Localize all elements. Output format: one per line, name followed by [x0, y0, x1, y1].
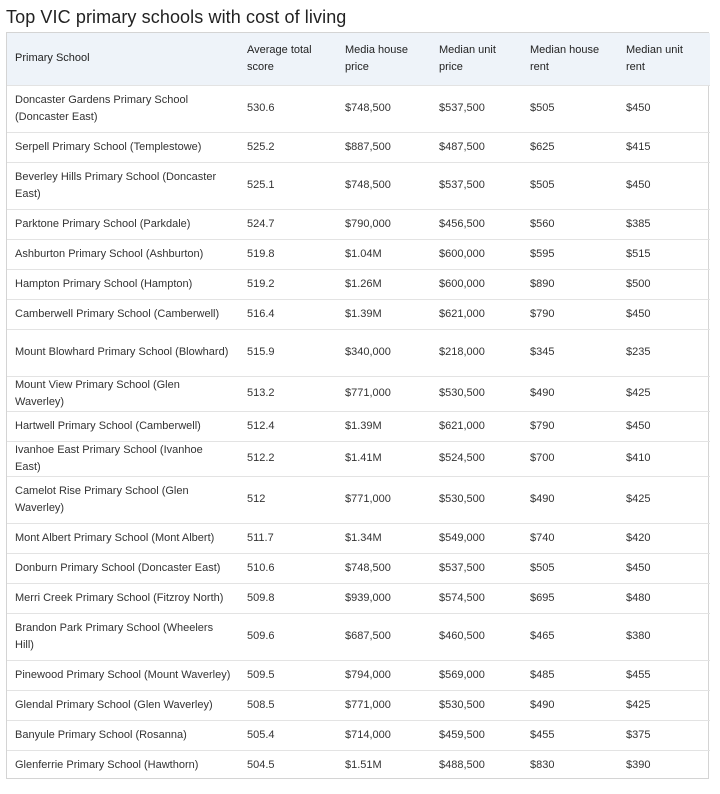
unit-rent-cell: $375 [626, 728, 651, 741]
school-name-cell: Ashburton Primary School (Ashburton) [15, 247, 204, 260]
school-name-cell: Parktone Primary School (Parkdale) [15, 217, 191, 230]
table-row [7, 750, 710, 780]
school-name-cell: Mount Blowhard Primary School (Blowhard) [15, 346, 229, 358]
school-name-cell: Glendal Primary School (Glen Waverley) [15, 698, 213, 711]
average-score-cell: 513.2 [247, 387, 275, 399]
table-row [7, 299, 710, 329]
unit-price-cell: $530,500 [439, 493, 485, 505]
house-rent-cell: $830 [530, 758, 555, 771]
house-price-cell: $340,000 [345, 346, 391, 358]
unit-rent-cell: $500 [626, 277, 651, 290]
school-name-cell: Doncaster Gardens Primary School (Doncaster East) [15, 93, 189, 123]
house-price-cell: $714,000 [345, 728, 391, 741]
school-name-cell: Donburn Primary School (Doncaster East) [15, 561, 221, 574]
unit-price-cell: $621,000 [439, 307, 485, 320]
average-score-cell: 515.9 [247, 346, 275, 358]
unit-rent-cell: $450 [626, 419, 651, 432]
header-media-house-price: Media house price [345, 43, 408, 73]
average-score-cell: 512.4 [247, 419, 275, 432]
unit-rent-cell: $385 [626, 217, 651, 230]
house-price-cell: $1.34M [345, 531, 382, 544]
table-row [7, 441, 710, 476]
unit-price-cell: $218,000 [439, 346, 485, 358]
average-score-cell: 509.5 [247, 668, 275, 681]
house-price-cell: $748,500 [345, 179, 391, 191]
unit-rent-cell: $455 [626, 668, 651, 681]
school-name-cell: Beverley Hills Primary School (Doncaster East) [15, 170, 217, 200]
house-rent-cell: $595 [530, 247, 555, 260]
average-score-cell: 510.6 [247, 561, 275, 574]
unit-price-cell: $456,500 [439, 217, 485, 230]
school-name-cell: Hartwell Primary School (Camberwell) [15, 419, 201, 432]
house-rent-cell: $465 [530, 630, 555, 642]
house-price-cell: $1.04M [345, 247, 382, 260]
average-score-cell: 508.5 [247, 698, 275, 711]
schools-table [7, 33, 710, 780]
table-row [7, 583, 710, 613]
unit-rent-cell: $480 [626, 591, 651, 604]
school-name-cell: Mount View Primary School (Glen Waverley) [15, 378, 180, 408]
table-row [7, 690, 710, 720]
table-row [7, 553, 710, 583]
header-row [7, 33, 710, 85]
house-rent-cell: $740 [530, 531, 555, 544]
house-rent-cell: $345 [530, 346, 555, 358]
unit-price-cell: $537,500 [439, 102, 485, 114]
page-title: Top VIC primary schools with cost of living [6, 7, 347, 27]
average-score-cell: 505.4 [247, 728, 275, 741]
house-rent-cell: $625 [530, 140, 555, 153]
average-score-cell: 524.7 [247, 217, 275, 230]
unit-rent-cell: $410 [626, 452, 651, 464]
unit-price-cell: $488,500 [439, 758, 485, 771]
house-rent-cell: $700 [530, 452, 555, 464]
house-rent-cell: $485 [530, 668, 555, 681]
table-row [7, 720, 710, 750]
table-header [7, 33, 710, 85]
house-price-cell: $1.39M [345, 419, 382, 432]
school-name-cell: Brandon Park Primary School (Wheelers Hill) [15, 621, 214, 651]
average-score-cell: 512 [247, 493, 266, 505]
unit-price-cell: $569,000 [439, 668, 485, 681]
house-rent-cell: $790 [530, 307, 555, 320]
header-primary-school: Primary School [15, 52, 90, 65]
school-name-cell: Camberwell Primary School (Camberwell) [15, 307, 220, 320]
house-price-cell: $790,000 [345, 217, 391, 230]
header-median-house-rent: Median house rent [530, 43, 600, 73]
house-rent-cell: $505 [530, 561, 555, 574]
header-median-unit-rent: Median unit rent [626, 43, 683, 73]
table-row [7, 523, 710, 553]
house-price-cell: $1.41M [345, 452, 382, 464]
house-price-cell: $887,500 [345, 140, 391, 153]
house-price-cell: $1.26M [345, 277, 382, 290]
unit-rent-cell: $450 [626, 307, 651, 320]
unit-rent-cell: $235 [626, 346, 651, 358]
unit-rent-cell: $425 [626, 698, 651, 711]
house-price-cell: $1.51M [345, 758, 382, 771]
table-row [7, 476, 710, 523]
house-price-cell: $687,500 [345, 630, 391, 642]
school-name-cell: Mont Albert Primary School (Mont Albert) [15, 531, 215, 544]
unit-price-cell: $530,500 [439, 698, 485, 711]
table-row [7, 209, 710, 239]
unit-rent-cell: $415 [626, 140, 651, 153]
unit-price-cell: $460,500 [439, 630, 485, 642]
unit-price-cell: $549,000 [439, 531, 485, 544]
house-rent-cell: $490 [530, 493, 555, 505]
unit-price-cell: $621,000 [439, 419, 485, 432]
average-score-cell: 530.6 [247, 102, 275, 114]
table-row [7, 162, 710, 209]
unit-rent-cell: $425 [626, 387, 651, 399]
average-score-cell: 519.2 [247, 277, 275, 290]
house-rent-cell: $490 [530, 698, 555, 711]
table-row [7, 411, 710, 441]
header-average-total-score: Average total score [247, 43, 312, 73]
average-score-cell: 511.7 [247, 531, 274, 544]
unit-rent-cell: $450 [626, 561, 651, 574]
house-rent-cell: $790 [530, 419, 555, 432]
house-price-cell: $771,000 [345, 493, 391, 505]
unit-rent-cell: $390 [626, 758, 651, 771]
average-score-cell: 509.8 [247, 591, 275, 604]
school-name-cell: Serpell Primary School (Templestowe) [15, 140, 202, 153]
unit-rent-cell: $380 [626, 630, 651, 642]
schools-table-container [6, 32, 709, 779]
table-row [7, 239, 710, 269]
house-rent-cell: $455 [530, 728, 555, 741]
table-row [7, 329, 710, 376]
average-score-cell: 525.2 [247, 140, 275, 153]
unit-rent-cell: $450 [626, 179, 651, 191]
unit-rent-cell: $515 [626, 247, 651, 260]
average-score-cell: 512.2 [247, 452, 275, 464]
unit-price-cell: $600,000 [439, 277, 485, 290]
table-row [7, 613, 710, 660]
house-price-cell: $771,000 [345, 698, 391, 711]
school-name-cell: Merri Creek Primary School (Fitzroy North) [15, 591, 224, 604]
unit-price-cell: $537,500 [439, 179, 485, 191]
table-row [7, 660, 710, 690]
house-rent-cell: $695 [530, 591, 555, 604]
average-score-cell: 519.8 [247, 247, 275, 260]
unit-rent-cell: $425 [626, 493, 651, 505]
unit-rent-cell: $450 [626, 102, 651, 114]
unit-price-cell: $487,500 [439, 140, 485, 153]
unit-rent-cell: $420 [626, 531, 651, 544]
table-row [7, 269, 710, 299]
average-score-cell: 525.1 [247, 179, 275, 191]
table-row [7, 376, 710, 411]
school-name-cell: Banyule Primary School (Rosanna) [15, 728, 187, 741]
school-name-cell: Pinewood Primary School (Mount Waverley) [15, 668, 231, 681]
average-score-cell: 516.4 [247, 307, 275, 320]
house-rent-cell: $560 [530, 217, 555, 230]
unit-price-cell: $530,500 [439, 387, 485, 399]
house-price-cell: $794,000 [345, 668, 391, 681]
house-price-cell: $939,000 [345, 591, 391, 604]
unit-price-cell: $574,500 [439, 591, 485, 604]
unit-price-cell: $600,000 [439, 247, 485, 260]
house-price-cell: $748,500 [345, 561, 391, 574]
house-price-cell: $748,500 [345, 102, 391, 114]
school-name-cell: Hampton Primary School (Hampton) [15, 277, 193, 290]
house-price-cell: $1.39M [345, 307, 382, 320]
school-name-cell: Camelot Rise Primary School (Glen Waverley) [15, 484, 189, 514]
table-row [7, 132, 710, 162]
average-score-cell: 504.5 [247, 758, 275, 771]
house-rent-cell: $490 [530, 387, 555, 399]
table-body [7, 85, 710, 780]
house-rent-cell: $505 [530, 102, 555, 114]
average-score-cell: 509.6 [247, 630, 275, 642]
header-median-unit-price: Median unit price [439, 43, 496, 73]
school-name-cell: Glenferrie Primary School (Hawthorn) [15, 758, 199, 771]
unit-price-cell: $459,500 [439, 728, 485, 741]
house-rent-cell: $890 [530, 277, 555, 290]
school-name-cell: Ivanhoe East Primary School (Ivanhoe East) [15, 443, 203, 473]
house-rent-cell: $505 [530, 179, 555, 191]
house-price-cell: $771,000 [345, 387, 391, 399]
unit-price-cell: $537,500 [439, 561, 485, 574]
unit-price-cell: $524,500 [439, 452, 485, 464]
table-row [7, 85, 710, 132]
